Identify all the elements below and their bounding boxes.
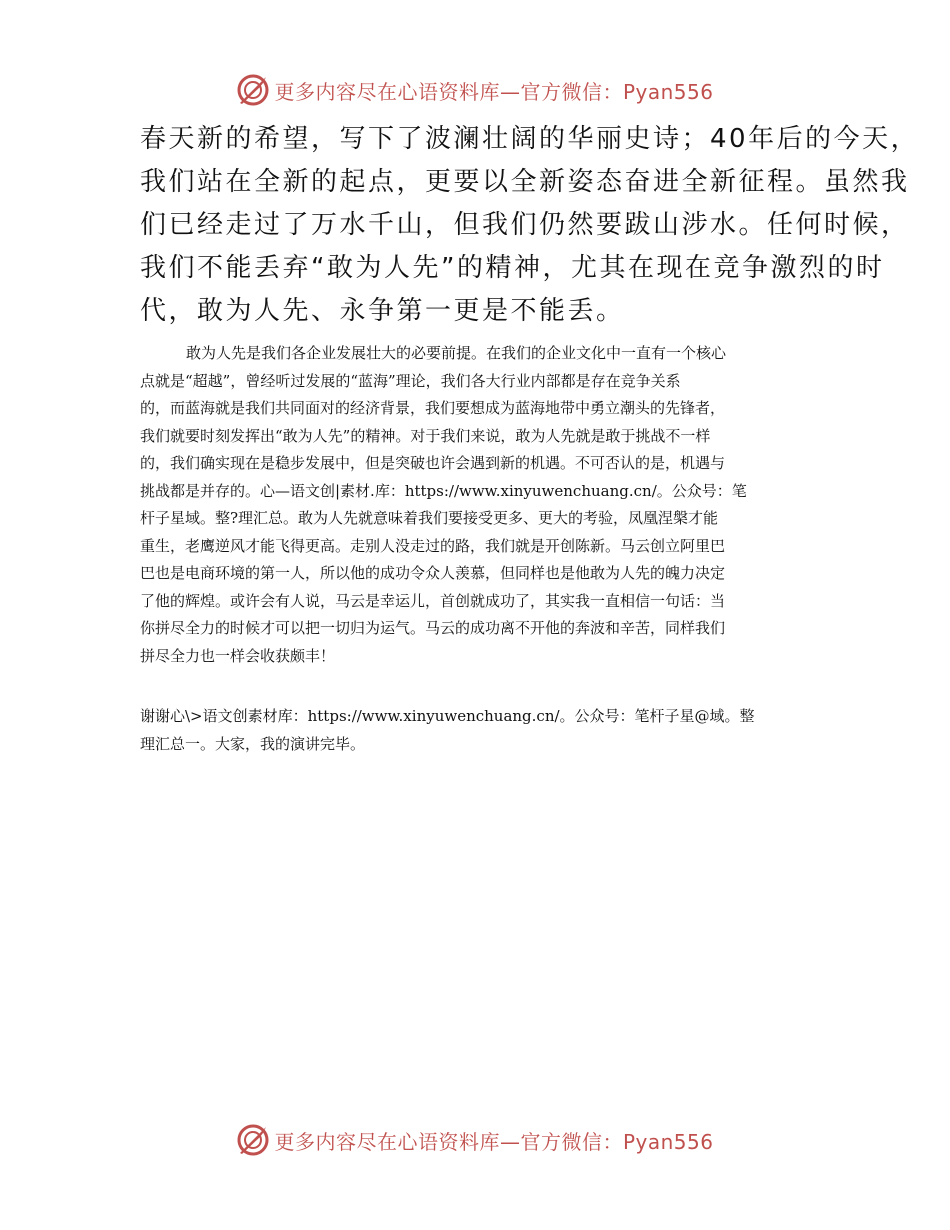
body-line: 重生，老鹰逆风才能飞得更高。走别人没走过的路，我们就是开创陈新。马云创立阿里巴: [140, 536, 726, 555]
header-text: [274, 76, 713, 105]
body-line: 我们就要时刻发挥出“敢为人先”的精神。对于我们来说，敢为人先就是敢于挑战不一样: [140, 426, 711, 445]
closing-paragraph: [140, 703, 820, 758]
body-line: 挑战都是并存的。心—语文创|素材.库：https://www.xinyuwenchuang.cn/。公众号：笔: [140, 481, 747, 500]
body-line: 巴也是电商环境的第一人，所以他的成功令众人羡慕，但同样也是他敢为人先的魄力决定: [140, 564, 726, 582]
footer-separator: —: [499, 1129, 521, 1154]
body-paragraph: [140, 340, 820, 670]
body-line: 的，而蓝海就是我们共同面对的经济背景，我们要想成为蓝海地带中勇立潮头的先锋者，: [140, 399, 726, 417]
body-line: 拼尽全力也一样会收获颇丰！: [140, 646, 336, 665]
closing-line: 谢谢心\>语文创素材库：https://www.xinyuwenchuang.cn/。公众号：笔杆子星@域。整: [140, 707, 755, 725]
body-line: 了他的辉煌。或许会有人说，马云是幸运儿，首创就成功了，其实我一直相信一句话：当: [140, 591, 726, 610]
body-line: 杆子星域。整?理汇总。敢为人先就意味着我们要接受更多、更大的考验，凤凰涅槃才能: [140, 509, 719, 527]
header-wechat-text: 官方微信：Pyan556: [520, 79, 714, 104]
body-line: 你拼尽全力的时候才可以把一切归为运气。马云的成功离不开他的奔波和辛苦，同样我们: [140, 619, 726, 637]
footer-promo-text: 更多内容尽在心语资料库: [274, 1129, 500, 1154]
large-text-line: 我们站在全新的起点，更要以全新姿态奋进全新征程。虽然我: [140, 167, 910, 197]
body-line: 点就是“超越”，曾经听过发展的“蓝海”理论，我们各大行业内部都是存在竞争关系: [140, 371, 681, 390]
large-text-line: 代，敢为人先、永争第一更是不能丢。: [140, 296, 625, 326]
header-banner: [0, 72, 950, 108]
header-promo-text: 更多内容尽在心语资料库: [274, 79, 500, 104]
quill-logo-icon: [236, 1123, 270, 1157]
footer-text: [274, 1126, 713, 1155]
body-line: 的，我们确实现在是稳步发展中，但是突破也许会遇到新的机遇。不可否认的是，机遇与: [140, 454, 726, 472]
quill-logo-icon: [236, 73, 270, 107]
large-text-line: 春天新的希望，写下了波澜壮阔的华丽史诗；40年后的今天，: [140, 124, 920, 154]
header-separator: —: [499, 79, 521, 104]
large-text-line: 我们不能丢弃“敢为人先”的精神，尤其在现在竞争激烈的时: [140, 253, 885, 283]
footer-banner: [0, 1122, 950, 1158]
large-text-line: 们已经走过了万水千山，但我们仍然要跋山涉水。任何时候，: [140, 210, 910, 240]
large-text-block: [140, 118, 920, 333]
footer-wechat-text: 官方微信：Pyan556: [520, 1129, 714, 1154]
body-line: 敢为人先是我们各企业发展壮大的必要前提。在我们的企业文化中一直有一个核心: [186, 344, 727, 362]
closing-line: 理汇总一。大家，我的演讲完毕。: [140, 734, 366, 753]
